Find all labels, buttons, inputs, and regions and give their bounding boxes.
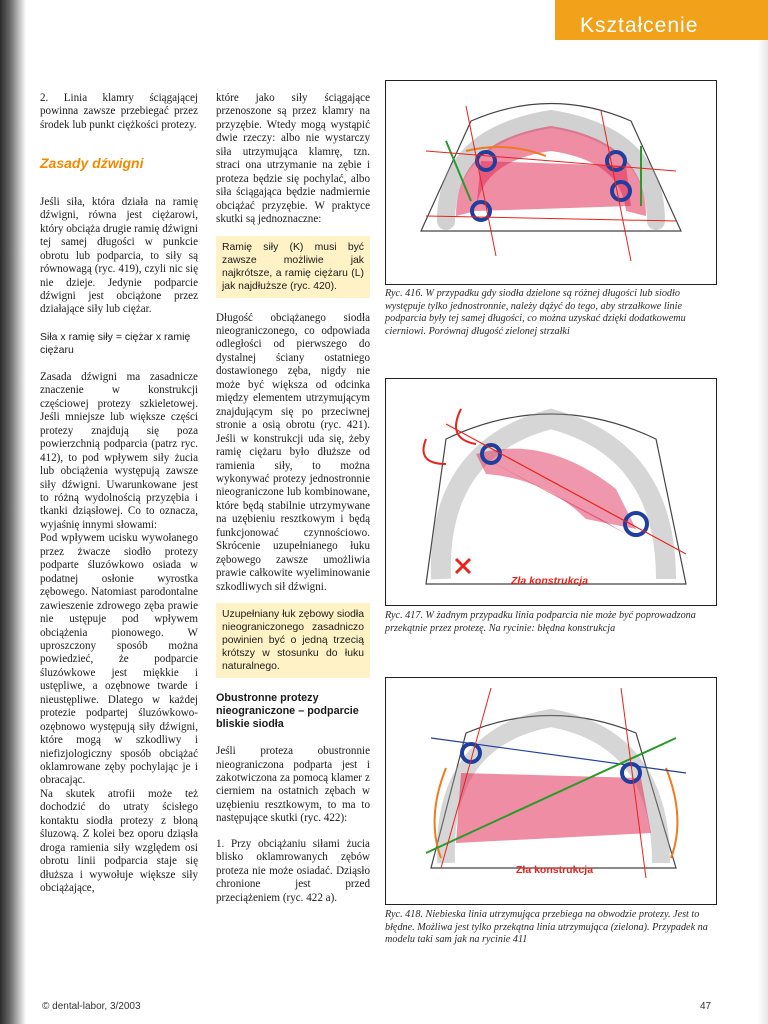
- paragraph: Długość obciążanego siodła nieograniczonego, co odpowiada odległości od pierwszego do dystalnej ściany ostatniego dostawionego zęba, nigdy nie może być większa od odcinka między elementem utrzymującym znajdującym się po przeciwnej stronie a osią obrotu (ryc. 421). Jeśli w konstrukcji uda się, żeby ramię ciężaru było dłuższe od ramienia siły, to można wykonywać protezy jednostronnie nieograniczone lub kombinowane, które będą stabilnie utrzymywane na uzębieniu resztkowym i będą funkcjonować czynnościowo. Skrócenie uzupełnianego łuku zębowego zawsze umożliwia prawie całkowite wyeliminowanie szkodliwych sił dźwigni.: [216, 311, 370, 593]
- book-spine-shadow: [0, 0, 26, 1024]
- page-number: 47: [700, 1001, 712, 1012]
- lever-formula: Siła x ramię siły = ciężar x ramię ciężaru: [40, 330, 191, 356]
- paragraph: Jeśli proteza obustronnie nieograniczona podparta jest i zakotwiczona za pomocą klamer z cierniem na ostatnich zębach w uzębieniu resztkowym, to ma to następujące skutki (ryc. 422):: [216, 745, 370, 825]
- intro-paragraph: 2. Linia klamry ściągającej powinna zawsze przebiegać przez środek lub punkt ciężkości protezy.: [40, 92, 198, 131]
- figure-label: Zła konstrukcja: [511, 575, 589, 587]
- paragraph: 1. Przy obciążaniu siłami żucia blisko oklamrowanych zębów proteza nie może osiadać. Dziąsło chronione jest przed przeciążeniem (ryc. 422 a).: [216, 837, 370, 904]
- text-column-1: [40, 92, 198, 896]
- figure-418: [385, 677, 717, 905]
- paragraph: Na skutek atrofii może też dochodzić do utraty ścisłego kontaktu siodła protezy z błoną śluzową. Z kolei bez oporu dziąsła droga ramienia siły względem osi obrotu linii podparcia staje się dłuższa i wywołuje większe siły obciążające,: [40, 787, 198, 895]
- denture-diagram-417: [386, 379, 716, 605]
- page-edge: [758, 0, 768, 1024]
- figure-417: [385, 378, 717, 606]
- paragraph: Jeśli siła, która działa na ramię dźwigni, równa jest ciężarowi, który obciąża drugie ramię dźwigni tej samej długości w punkcie obrotu lub podparcia, to siły są równowagą (ryc. 419), czyli nic się nie dzieje. Jedynie podparcie dźwigni jest obciążone przez działające siły lub ciężar.: [40, 195, 198, 316]
- text-column-2: [216, 92, 370, 905]
- subheading: Obustronne protezy nieograniczone – podparcie bliskie siodła: [216, 692, 359, 731]
- paragraph: Zasada dźwigni ma zasadnicze znaczenie w konstrukcji częściowej protezy szkieletowej. Jeśli mniejsze lub większe części protezy znajdują się poza powierzchnią podparcia (patrz ryc. 412), to pod wpływem siły żucia lub obciążenia występują zawsze siły dźwigni. Uwarunkowane jest to różną wydolnością przyzębia i tkanki dziąsłowej. Co to oznacza, wyjaśnię innymi słowami:: [40, 370, 198, 531]
- highlight-box: Ramię siły (K) musi być zawsze możliwie jak najkrótsze, a ramię ciężaru (L) jak najdłuższe (ryc. 420).: [216, 236, 370, 298]
- section-heading: Zasady dźwigni: [40, 155, 144, 172]
- denture-diagram-418: [386, 678, 716, 904]
- paragraph: Pod wpływem ucisku wywołanego przez żwacze siodło protezy podparte śluzówkowo osiada w podatnej osłonie wyrostka zębowego. Natomiast parodontalne zawieszenie zdrowego zęba prawie nie ustępuje pod wpływem obciążenia pionowego. W uproszczony sposób można powiedzieć, że podparcie śluzówkowe jest miękkie i ustępliwe, a ozębnowe twarde i nieustępliwe. Dlatego w każdej protezie podpartej śluzówkowo-ozębnowo występują siły dźwigni, które mogą w szkodliwy i niefizjologiczny sposób obciążać oklamrowane zęby pochylając je i obracając.: [40, 532, 198, 787]
- highlight-box: Uzupełniany łuk zębowy siodła nieograniczonego zasadniczo powinien być o jedną trzecią krótszy w stosunku do łuku naturalnego.: [216, 603, 370, 678]
- paragraph: które jako siły ściągające przenoszone są przez klamry na przyzębie. Wtedy mogą wystąpić dwie rzeczy: albo nie wystarczy siła utrzymująca klamrę, tzn. straci ona utrzymanie na zębie i proteza będzie się pochylać, albo siła ściągająca będzie nadmiernie obciążać przyzębie. W praktyce skutki są jednoznaczne:: [216, 92, 370, 226]
- figure-416: [385, 80, 717, 285]
- footer-copyright: © dental-labor, 3/2003: [42, 1001, 141, 1012]
- denture-diagram-416: [386, 81, 716, 284]
- figure-caption: Ryc. 417. W żadnym przypadku linia podparcia nie może być poprowadzona przekątnie przez protezę. Na rycinie: błędna konstrukcja: [385, 610, 696, 634]
- figure-caption: Ryc. 418. Niebieska linia utrzymująca przebiega na obwodzie protezy. Jest to błędne. Możliwa jest tylko przekątna linia utrzymująca (zielona). Przypadek na modelu taki sam jak na rycinie 411: [385, 909, 708, 945]
- section-title: Kształcenie: [580, 14, 699, 37]
- figure-caption: Ryc. 416. W przypadku gdy siodła dzielone są różnej długości lub siodło występuje tylko jednostronnie, należy dążyć do tego, aby strzałkowe linie podparcia były tej samej długości, co można uzyskać dzięki dodatkowemu cierniowi. Porównaj długość zielonej strzałki: [385, 288, 686, 337]
- figure-label: Zła konstrukcja: [516, 864, 594, 876]
